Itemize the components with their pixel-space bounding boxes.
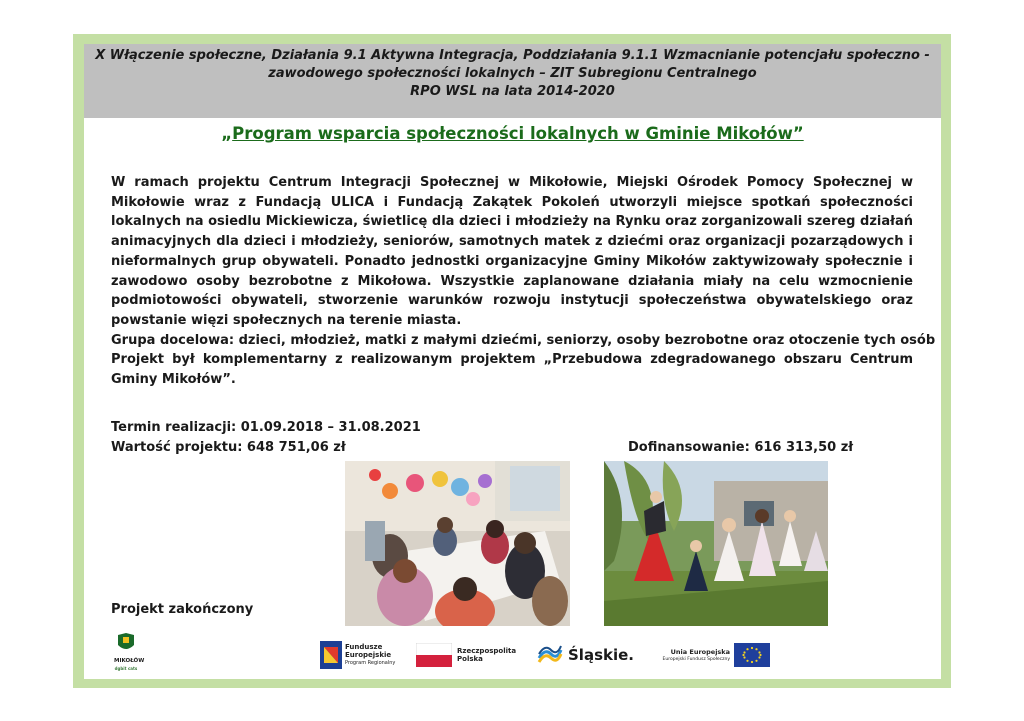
slaskie-logo xyxy=(537,644,637,668)
header-line-3: RPO WSL na lata 2014-2020 xyxy=(410,84,615,99)
slaskie-wave-icon xyxy=(537,644,563,666)
fe-line-2: Europejskie xyxy=(345,651,392,659)
eu-flag-icon xyxy=(734,643,770,667)
ue-line-1: Unia Europejska xyxy=(670,648,730,656)
term-text: Termin realizacji: 01.09.2018 – 31.08.2021 xyxy=(111,420,421,435)
mikolow-sublabel: dgbit cats xyxy=(114,666,138,671)
slaskie-label: Śląskie. xyxy=(568,646,634,664)
fundusze-europejskie-logo xyxy=(320,641,400,671)
fe-line-1: Fundusze xyxy=(345,643,383,651)
header-line-2: zawodowego społeczności lokalnych – ZIT Subregionu Centralnego xyxy=(268,66,757,81)
unia-europejska-logo xyxy=(652,643,772,669)
title-prefix: „ xyxy=(221,124,233,143)
funding-text: Dofinansowanie: 616 313,50 zł xyxy=(628,440,854,455)
mikolow-logo xyxy=(114,633,145,671)
project-value-text: Wartość projektu: 648 751,06 zł xyxy=(111,440,346,455)
rp-line-2: Polska xyxy=(457,655,483,663)
workshop-photo xyxy=(345,461,570,626)
rp-line-1: Rzeczpospolita xyxy=(457,647,517,655)
header-banner xyxy=(84,44,941,118)
description xyxy=(111,173,936,390)
header-line-1: X Włączenie społeczne, Działania 9.1 Aktywna Integracja, Poddziałania 9.1.1 Wzmacnianie potencjału społeczno - xyxy=(95,48,930,63)
children-photo xyxy=(604,461,828,626)
complementary-note: Projekt był komplementarny z realizowanym projektem „Przebudowa zdegradowanego obszaru Centrum Gminy Mikołów”. xyxy=(111,352,913,388)
description-paragraph: W ramach projektu Centrum Integracji Społecznej w Mikołowie, Miejski Ośrodek Pomocy Społecznej w Mikołowie wraz z Fundacją ULICA i Fundacją Zakątek Pokoleń utworzyli miejsce spotkań społeczności lokalnych na osiedlu Mickiewicza, świetlicę dla dzieci i młodzieży na Rynku oraz zorganizowali szereg działań animacyjnych dla dzieci i młodzieży, seniorów, samotnych matek z dziećmi oraz organizacji pozarządowych i nieformalnych grup obywateli. Ponadto jednostki organizacyjne Gminy Mikołów zaktywizowały społecznie i zawodowo osoby bezrobotne z Mikołowa. Wszystkie zaplanowane działania miały na celu wzmocnienie podmiotowości obywateli, stworzenie warunków rozwoju instytucji społeczeństwa obywatelskiego oraz powstanie więzi społecznych na terenie miasta. xyxy=(111,175,913,328)
page-title xyxy=(84,124,941,143)
title-text: Program wsparcia społeczności lokalnych w Gminie Mikołów” xyxy=(232,124,804,143)
status-text: Projekt zakończony xyxy=(111,602,254,617)
target-group: Grupa docelowa: dzieci, młodzież, matki z małymi dziećmi, seniorzy, osoby bezrobotne oraz otoczenie tych osób xyxy=(111,332,936,348)
mikolow-label: MIKOŁÓW xyxy=(114,658,145,664)
rzeczpospolita-logo xyxy=(416,643,526,669)
fe-line-3: Program Regionalny xyxy=(345,660,396,666)
ue-line-2: Europejski Fundusz Społeczny xyxy=(662,657,730,662)
